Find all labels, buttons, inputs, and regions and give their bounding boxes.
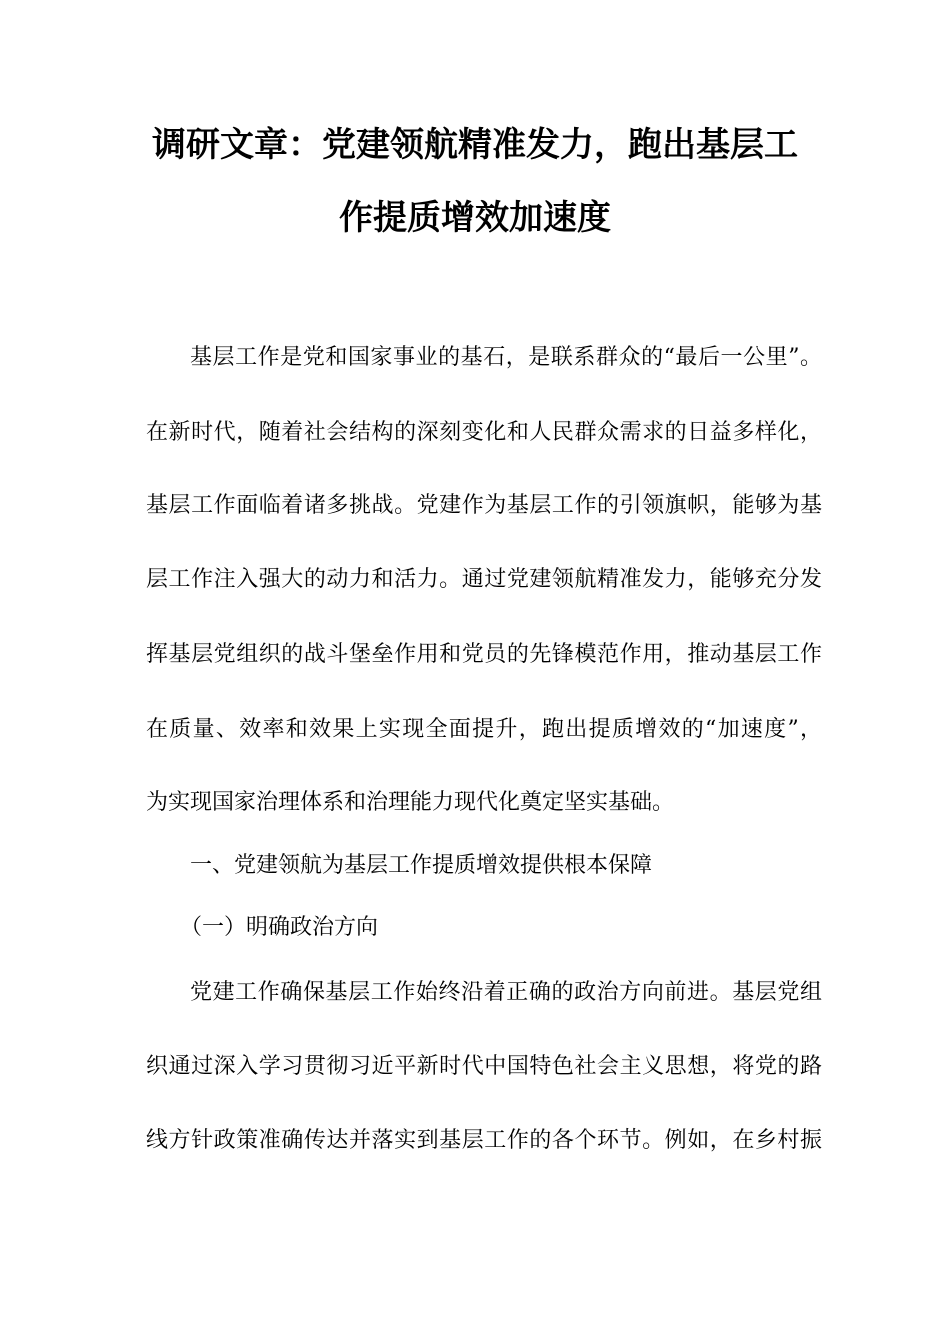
section-heading: 一、党建领航为基层工作提质增效提供根本保障 — [190, 853, 653, 878]
intro-line: 在质量、效率和效果上实现全面提升，跑出提质增效的“加速度”， — [146, 717, 822, 742]
intro-line: 挥基层党组织的战斗堡垒作用和党员的先锋模范作用，推动基层工作 — [146, 642, 822, 667]
document-title-line-1: 调研文章：党建领航精准发力，跑出基层工 — [152, 125, 798, 165]
intro-line: 为实现国家治理体系和治理能力现代化奠定坚实基础。 — [146, 790, 675, 815]
intro-line: 在新时代，随着社会结构的深刻变化和人民群众需求的日益多样化， — [146, 420, 822, 445]
subsection-heading: （一）明确政治方向 — [180, 915, 379, 940]
document-title-line-2: 作提质增效加速度 — [339, 198, 611, 238]
paragraph-line: 织通过深入学习贯彻习近平新时代中国特色社会主义思想，将党的路 — [146, 1054, 822, 1079]
paragraph-line: 党建工作确保基层工作始终沿着正确的政治方向前进。基层党组 — [190, 980, 822, 1005]
intro-line: 基层工作面临着诸多挑战。党建作为基层工作的引领旗帜，能够为基 — [146, 493, 822, 518]
intro-line: 基层工作是党和国家事业的基石，是联系群众的“最后一公里”。 — [190, 345, 822, 370]
paragraph-line: 线方针政策准确传达并落实到基层工作的各个环节。例如，在乡村振 — [146, 1128, 822, 1153]
intro-line: 层工作注入强大的动力和活力。通过党建领航精准发力，能够充分发 — [146, 567, 822, 592]
